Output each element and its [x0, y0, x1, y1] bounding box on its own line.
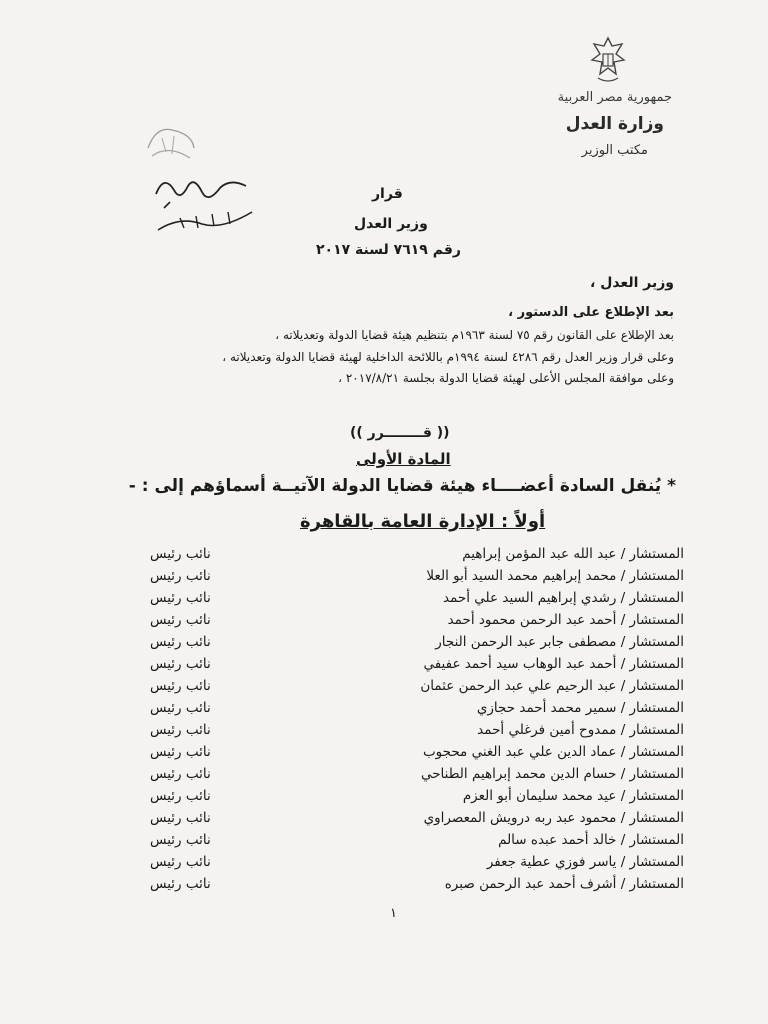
member-title: نائب رئيس	[150, 568, 211, 584]
list-item	[150, 590, 684, 612]
decides-heading: (( قــــــــرر ))	[350, 425, 450, 441]
member-name: المستشار / رشدي إبراهيم السيد علي أحمد	[443, 590, 684, 606]
member-name: المستشار / عبد الله عبد المؤمن إبراهيم	[462, 546, 684, 562]
list-item	[150, 854, 684, 876]
member-title: نائب رئيس	[150, 678, 211, 694]
list-item	[150, 744, 684, 766]
eagle-emblem-icon	[588, 34, 628, 86]
preamble-minister: وزير العدل ،	[590, 275, 674, 291]
member-title: نائب رئيس	[150, 656, 211, 672]
article-heading: المادة الأولى	[356, 450, 451, 468]
member-title: نائب رئيس	[150, 722, 211, 738]
member-name: المستشار / عيد محمد سليمان أبو العزم	[462, 788, 684, 804]
list-item	[150, 832, 684, 854]
page-number: ١	[390, 906, 397, 921]
member-name: المستشار / أحمد عبد الرحمن محمود أحمد	[447, 612, 684, 628]
list-item	[150, 568, 684, 590]
list-item	[150, 678, 684, 700]
list-item	[150, 700, 684, 722]
member-name: المستشار / عبد الرحيم علي عبد الرحمن عثمان	[420, 678, 684, 694]
member-title: نائب رئيس	[150, 546, 211, 562]
member-title: نائب رئيس	[150, 700, 211, 716]
ministry-name: وزارة العدل	[565, 114, 664, 134]
office-name: مكتب الوزير	[581, 143, 648, 158]
member-name: المستشار / أحمد عبد الوهاب سيد أحمد عفيفي	[423, 656, 684, 672]
member-name: المستشار / خالد أحمد عبده سالم	[498, 832, 684, 848]
preamble-line: بعد الإطلاع على القانون رقم ٧٥ لسنة ١٩٦٣م بتنظيم هيئة قضايا الدولة وتعديلاته ،	[275, 328, 674, 342]
list-item	[150, 546, 684, 568]
member-name: المستشار / حسام الدين محمد إبراهيم الطناحي	[420, 766, 684, 782]
list-item	[150, 766, 684, 788]
member-title: نائب رئيس	[150, 854, 211, 870]
country-name: جمهورية مصر العربية	[557, 90, 672, 105]
member-name: المستشار / سمير محمد أحمد حجازي	[476, 700, 684, 716]
member-title: نائب رئيس	[150, 744, 211, 760]
member-title: نائب رئيس	[150, 810, 211, 826]
member-name: المستشار / محمود عبد ربه درويش المعصراوي	[423, 810, 684, 826]
preamble-constitution: بعد الإطلاع على الدستور ،	[508, 305, 674, 320]
decision-issuer: وزير العدل	[354, 216, 428, 232]
member-title: نائب رئيس	[150, 876, 211, 892]
decision-number: رقم ٧٦١٩ لسنة ٢٠١٧	[316, 242, 461, 258]
member-title: نائب رئيس	[150, 612, 211, 628]
member-name: المستشار / ممدوح أمين فرغلي أحمد	[477, 722, 684, 738]
handwritten-signature-icon	[150, 168, 260, 240]
section-heading: أولاً : الإدارة العامة بالقاهرة	[300, 511, 546, 532]
list-item	[150, 876, 684, 898]
list-item	[150, 634, 684, 656]
member-title: نائب رئيس	[150, 634, 211, 650]
faded-stamp-icon	[142, 118, 200, 168]
member-name: المستشار / أشرف أحمد عبد الرحمن صبره	[444, 876, 684, 892]
list-item	[150, 612, 684, 634]
member-name: المستشار / عماد الدين علي عبد الغني محجوب	[422, 744, 684, 760]
preamble-line: وعلى موافقة المجلس الأعلى لهيئة قضايا الدولة بجلسة ٢٠١٧/٨/٢١ ،	[338, 371, 674, 385]
member-title: نائب رئيس	[150, 766, 211, 782]
member-title: نائب رئيس	[150, 788, 211, 804]
list-item	[150, 788, 684, 810]
member-name: المستشار / مصطفى جابر عبد الرحمن النجار	[435, 634, 684, 650]
decision-title: قرار	[372, 186, 403, 202]
list-item	[150, 722, 684, 744]
list-item	[150, 810, 684, 832]
member-name: المستشار / ياسر فوزي عطية جعفر	[486, 854, 684, 870]
transfer-intro: * يُنقل السادة أعضــــاء هيئة قضايا الدولة الآتيــة أسماؤهم إلى : -	[128, 476, 676, 496]
list-item	[150, 656, 684, 678]
member-title: نائب رئيس	[150, 590, 211, 606]
member-title: نائب رئيس	[150, 832, 211, 848]
member-name: المستشار / محمد إبراهيم محمد السيد أبو العلا	[426, 568, 684, 584]
preamble-line: وعلى قرار وزير العدل رقم ٤٢٨٦ لسنة ١٩٩٤م باللائحة الداخلية لهيئة قضايا الدولة وتعديلاته ،	[222, 350, 674, 364]
